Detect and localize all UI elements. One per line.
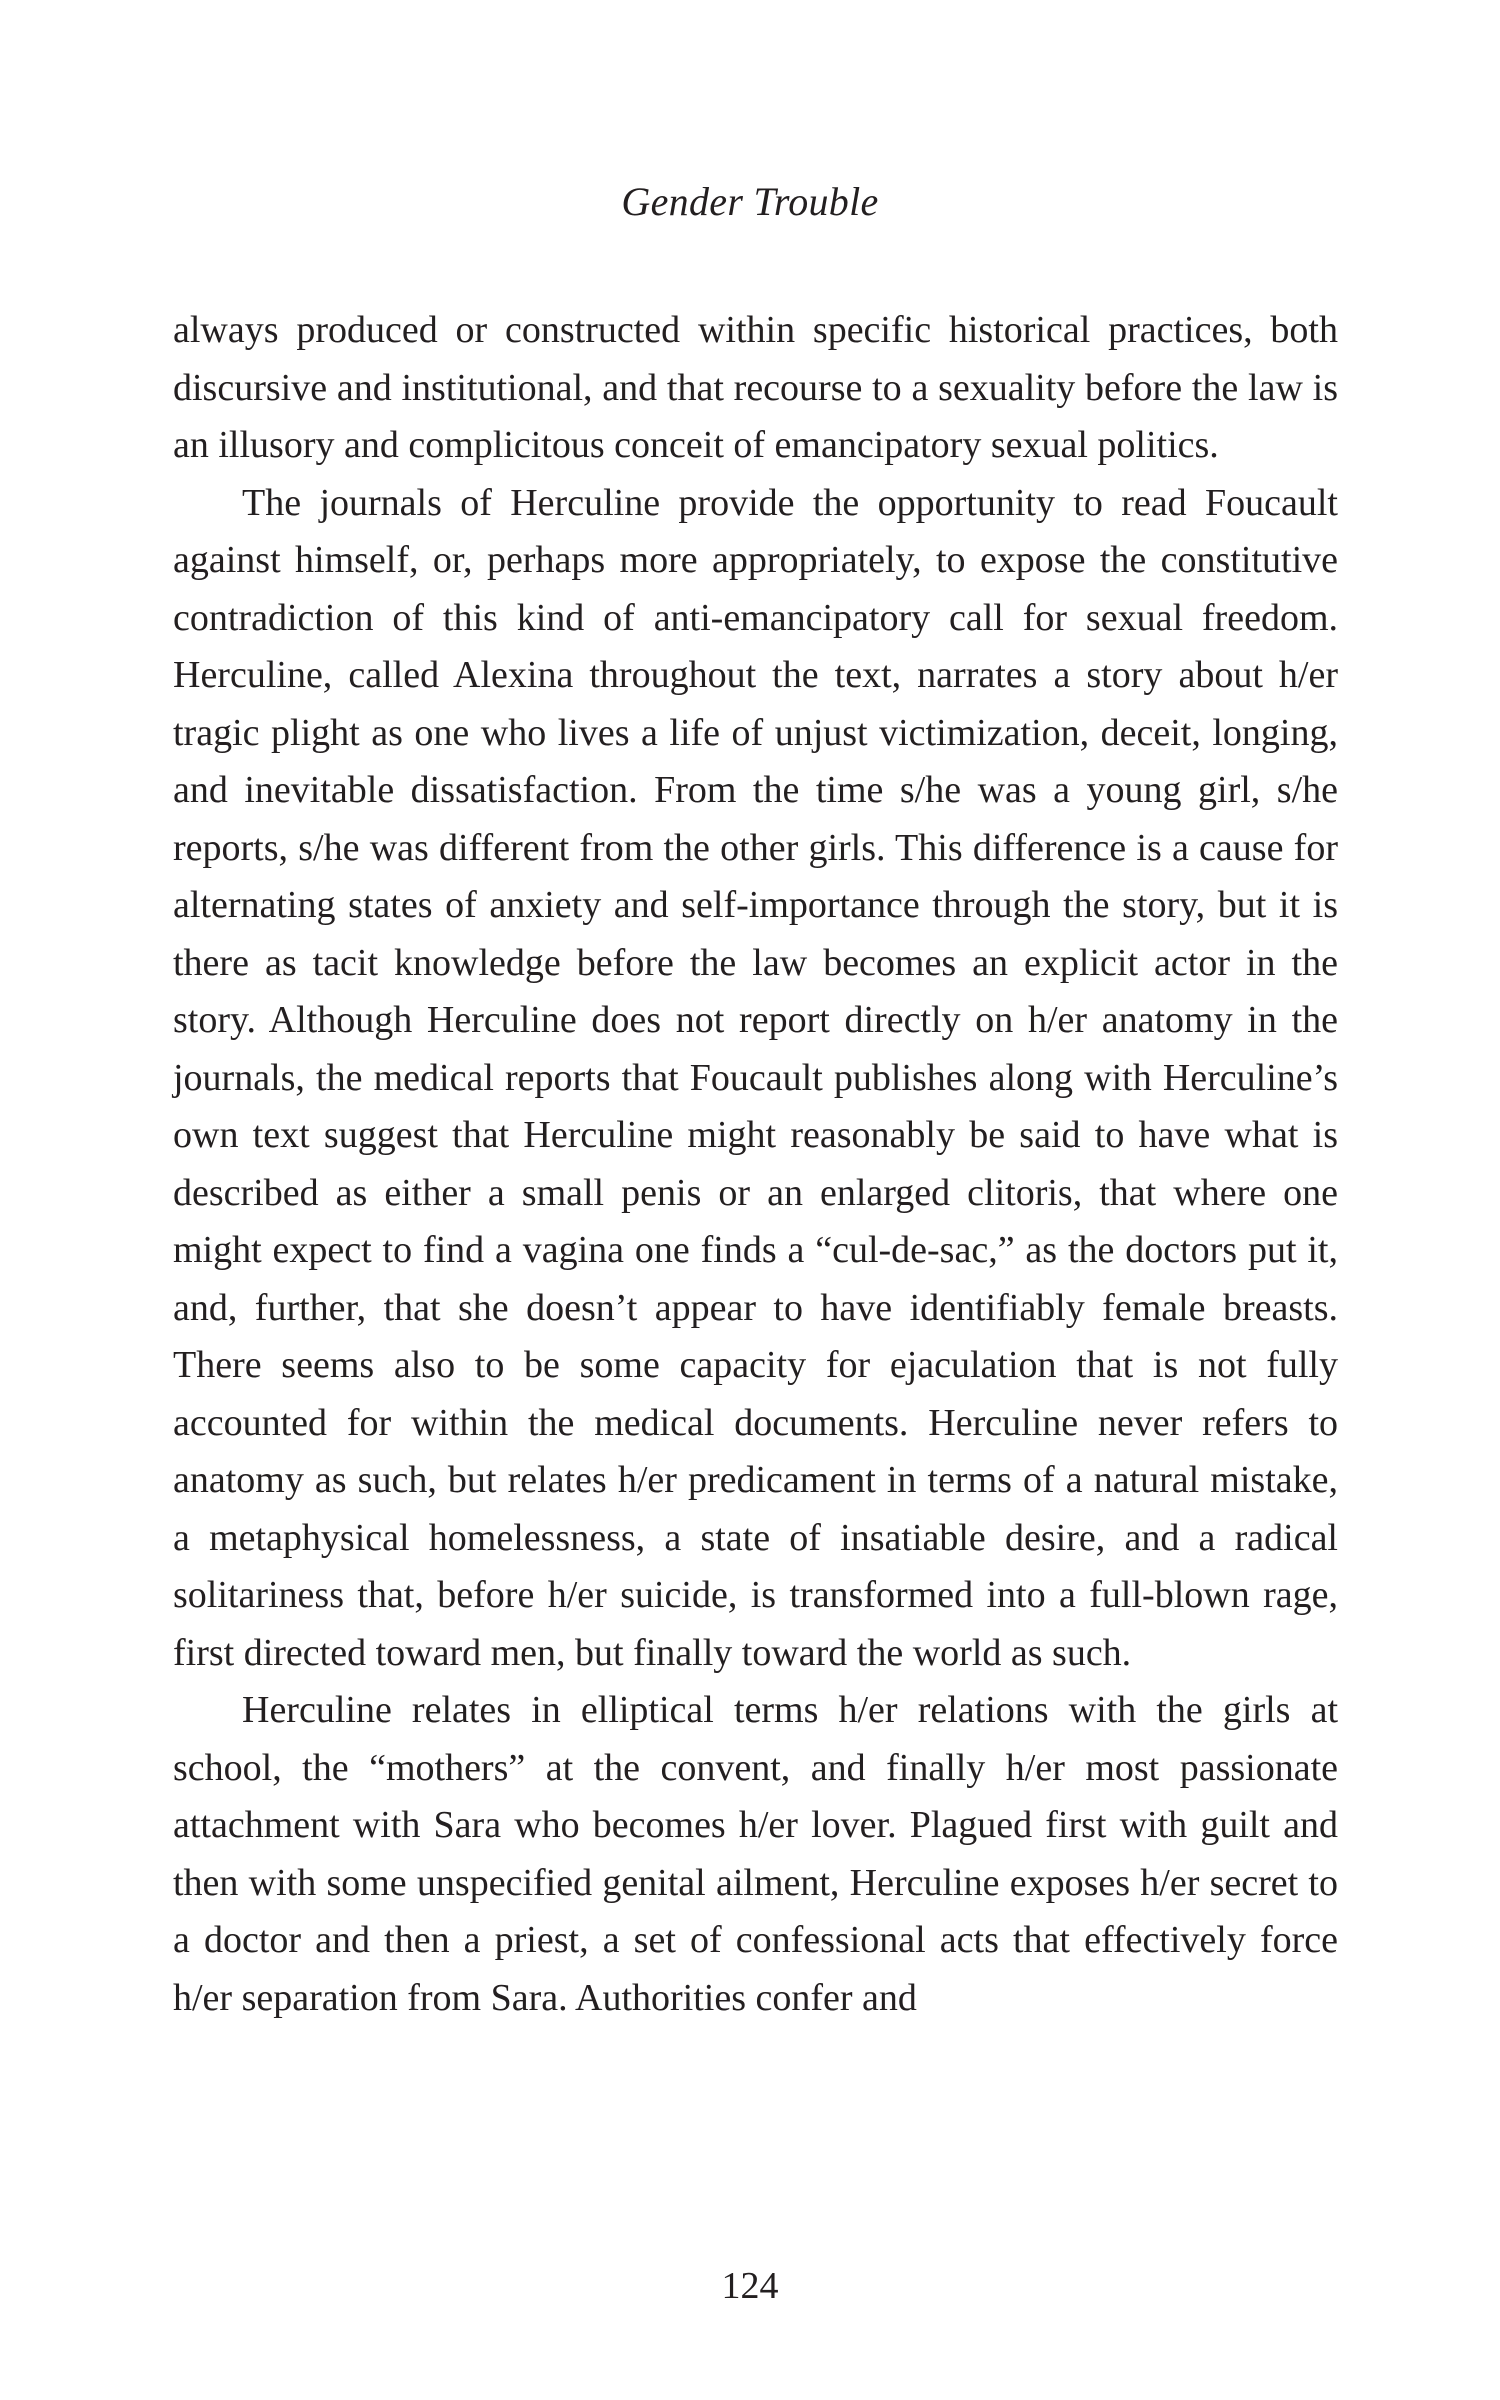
body-text	[173, 302, 1338, 2027]
running-head-title: Gender Trouble	[621, 179, 879, 224]
paragraph-herculine-journals: The journals of Herculine provide the opportunity to read Foucault against himself, or, perhaps more appropriately, to expose the constitutive contradiction of this kind of anti-emancipatory call for sexual freedom. Herculine, called Alexina throughout the text, narrates a story about h/er tragic plight as one who lives a life of unjust victimization, deceit, longing, and inevitable dissatisfaction. From the time s/he was a young girl, s/he reports, s/he was different from the other girls. This difference is a cause for alternating states of anxiety and self-importance through the story, but it is there as tacit knowledge before the law becomes an explicit actor in the story. Although Herculine does not report directly on h/er anatomy in the journals, the medical reports that Foucault publishes along with Herculine’s own text suggest that Herculine might reasonably be said to have what is described as either a small penis or an enlarged clitoris, that where one might expect to find a vagina one finds a “cul-de-sac,” as the doctors put it, and, further, that she doesn’t appear to have identifiably female breasts. There seems also to be some capacity for ejaculation that is not fully accounted for within the medical documents. Herculine never refers to anatomy as such, but relates h/er predicament in terms of a natural mistake, a metaphysical homelessness, a state of insatiable desire, and a radical solitariness that, before h/er suicide, is transformed into a full-blown rage, first directed toward men, but finally toward the world as such.	[173, 481, 1338, 1674]
page-number: 124	[721, 2265, 779, 2307]
paragraph-continued: always produced or constructed within specific historical practices, both discursive and institutional, and that recourse to a sexuality before the law is an illusory and complicitous conceit of emancipatory sexual politics.	[173, 309, 1338, 466]
paragraph-herculine-relations: Herculine relates in elliptical terms h/er relations with the girls at school, the “mothers” at the convent, and finally h/er most passionate attachment with Sara who becomes h/er lover. Plagued first with guilt and then with some unspecified genital ailment, Herculine exposes h/er secret to a doctor and then a priest, a set of confessional acts that effectively force h/er separation from Sara. Authorities confer and	[173, 1689, 1338, 2019]
